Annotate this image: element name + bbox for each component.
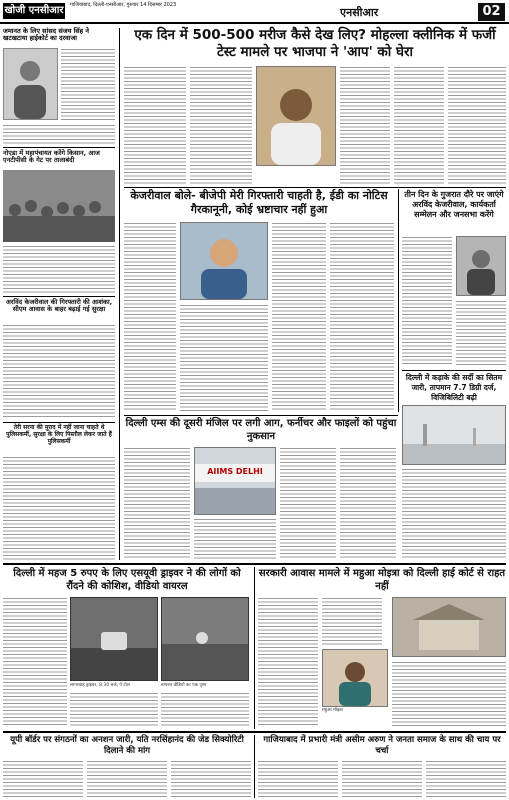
mahua-text-col-1 [258,597,318,727]
aiims-headline: दिल्ली एम्स की दूसरी मंजिल पर लगी आग, फर्नीचर और फाइलों को पहुंचा नुकसान [125,418,397,442]
main-text-col-1 [124,66,186,184]
masthead [0,0,509,24]
section-name: एनसीआर [340,6,379,19]
gujarat-headline: तीन दिन के गुजरात दौरे पर जाएंगे अरविंद केजरीवाल, कार्यकर्ता सम्मेलन और जनसभा करेंगे [404,190,504,219]
suv-video-still-2 [161,597,249,681]
cold-headline: दिल्ली में कड़ाके की सर्दी का सितम जारी, तापमान 7.7 डिग्री दर्ज, विजिबिलिटी बढ़ी [405,373,503,402]
left-text-block-5 [3,456,115,560]
photo-caption-1: लापरवाह ड्राइवर, 8:30 बजे, पे टोल [70,683,130,688]
left-headline-1: जमानत के लिए सांसद संजय सिंह ने खटखटाया हाईकोर्ट का दरवाजा [3,27,90,43]
main-text-col-5 [448,66,506,184]
aiims-text-col-3 [280,447,336,559]
mahua-photo [322,649,388,707]
left-text-block-3 [3,245,115,293]
court-building-photo-icon [393,598,505,656]
divider [3,296,115,297]
footer-left-text-3 [171,760,251,798]
newspaper-logo: खोजी एनसीआर [3,3,65,19]
section-divider [3,731,506,733]
mahua-text-col-3 [392,661,506,727]
kejriwal-text-col-4 [330,222,394,412]
dateline: गाजियाबाद, दिल्ली-एनसीआर, गुरुवार 14 दिसम्बर 2023 [70,2,177,8]
aiims-sign-text: AIIMS DELHI [207,467,263,476]
left-headline-4: तेरी सरना की मुराद में नहीं जाना चाहते थे पुलिसकर्मी, सुरक्षा के लिए पिस्तौल लेकर जाते हैं पुलिसकर्मी [6,424,112,445]
left-headline-3: अरविंद केजरीवाल की गिरफ्तारी की आशंका, सीएम आवास के बाहर बढ़ाई गई सुरक्षा [5,298,113,314]
photo-caption-3: महुआ मोइत्रा [322,708,343,713]
person-photo-icon [257,67,335,165]
left-text-block-1 [61,48,115,120]
footer-right-text-3 [426,760,506,798]
supreme-court-photo [392,597,506,657]
suv-video-still-1 [70,597,158,681]
gujarat-photo [456,236,506,296]
gujarat-text-col-1 [402,236,452,366]
person-photo-icon [181,223,267,299]
kejriwal-headline: केजरीवाल बोले- बीजेपी मेरी गिरफ्तारी चाहती है, ईडी का नोटिस गैरकानूनी, कोई भ्रष्टाचार नहीं हुआ [130,189,388,216]
column-divider [254,735,255,798]
left-text-block-2 [3,124,115,144]
aiims-text-col-1 [124,447,190,559]
suv-headline: दिल्ली में महज 5 रुपए के लिए एसयूवी ड्राइवर ने की लोगों को रौंदने की कोशिश, वीडियो वायरल [13,568,241,592]
left-column [3,28,115,43]
column-divider [398,189,399,412]
aiims-text-col-4 [340,447,396,559]
gujarat-text-col-2 [456,300,506,366]
main-text-col-4 [394,66,444,184]
column-divider [119,28,120,560]
hospital-building-photo-icon [195,448,275,514]
divider [3,147,115,148]
aiims-photo [194,447,276,515]
sanjay-singh-photo [3,48,58,120]
left-text-block-4 [3,324,115,419]
left-headline-2: नोएडा में महापंचायत करेंगे किसान, आज एनटीपीसी के गेट पर तालाबंदी [3,149,100,165]
person-photo-icon [323,650,387,706]
kejriwal-photo [180,222,268,300]
main-text-col-2 [190,66,252,184]
suv-text-col-3 [161,692,249,727]
divider [124,415,398,416]
main-headline: एक दिन में 500-500 मरीज कैसे देख लिए? मोहल्ला क्लीनिक में फर्जी टेस्ट मामले पर भाजपा ने 'आप' को घेरा [134,27,496,60]
crowd-photo-icon [3,170,115,242]
kejriwal-text-col-2 [180,304,268,412]
fog-photo [402,405,506,465]
kejriwal-text-col-3 [272,222,326,412]
farmers-photo [3,170,115,242]
person-photo-icon [4,49,57,119]
toll-plaza-photo-icon [71,598,157,680]
main-text-col-3 [340,66,390,184]
footer-left-headline: यूपी बॉर्डर पर संगठनों का अनशन जारी, यति नरसिंहानंद की जेड सिक्योरिटी दिलाने की मांग [10,735,244,756]
person-photo-icon [457,237,505,295]
bjp-leader-photo [256,66,336,166]
suv-text-col-2 [70,692,158,727]
page-number: 02 [478,3,505,21]
footer-right-headline: गाजियाबाद में प्रभारी मंत्री असीम अरुण ने जनता समाज के साथ की चाय पर चर्चा [263,735,501,756]
road-photo-icon [162,598,248,680]
kejriwal-text-col-1 [124,222,176,412]
cold-text [402,468,506,558]
mahua-headline: सरकारी आवास मामले में महुआ मोइत्रा को दिल्ली हाई कोर्ट से राहत नहीं [258,568,506,592]
footer-right-text-2 [342,760,422,798]
suv-text-col-1 [3,597,67,727]
section-divider [3,563,506,565]
footer-left-text-1 [3,760,83,798]
footer-right-text-1 [258,760,338,798]
photo-caption-2: वायरल वीडियो का एक दृश्य [161,683,207,688]
aiims-text-col-2 [194,518,276,559]
column-divider [254,567,255,729]
fog-road-photo-icon [403,406,505,464]
divider [402,370,506,371]
mahua-text-col-2 [322,597,382,645]
footer-left-text-2 [87,760,167,798]
divider [124,187,506,188]
divider [3,422,115,423]
